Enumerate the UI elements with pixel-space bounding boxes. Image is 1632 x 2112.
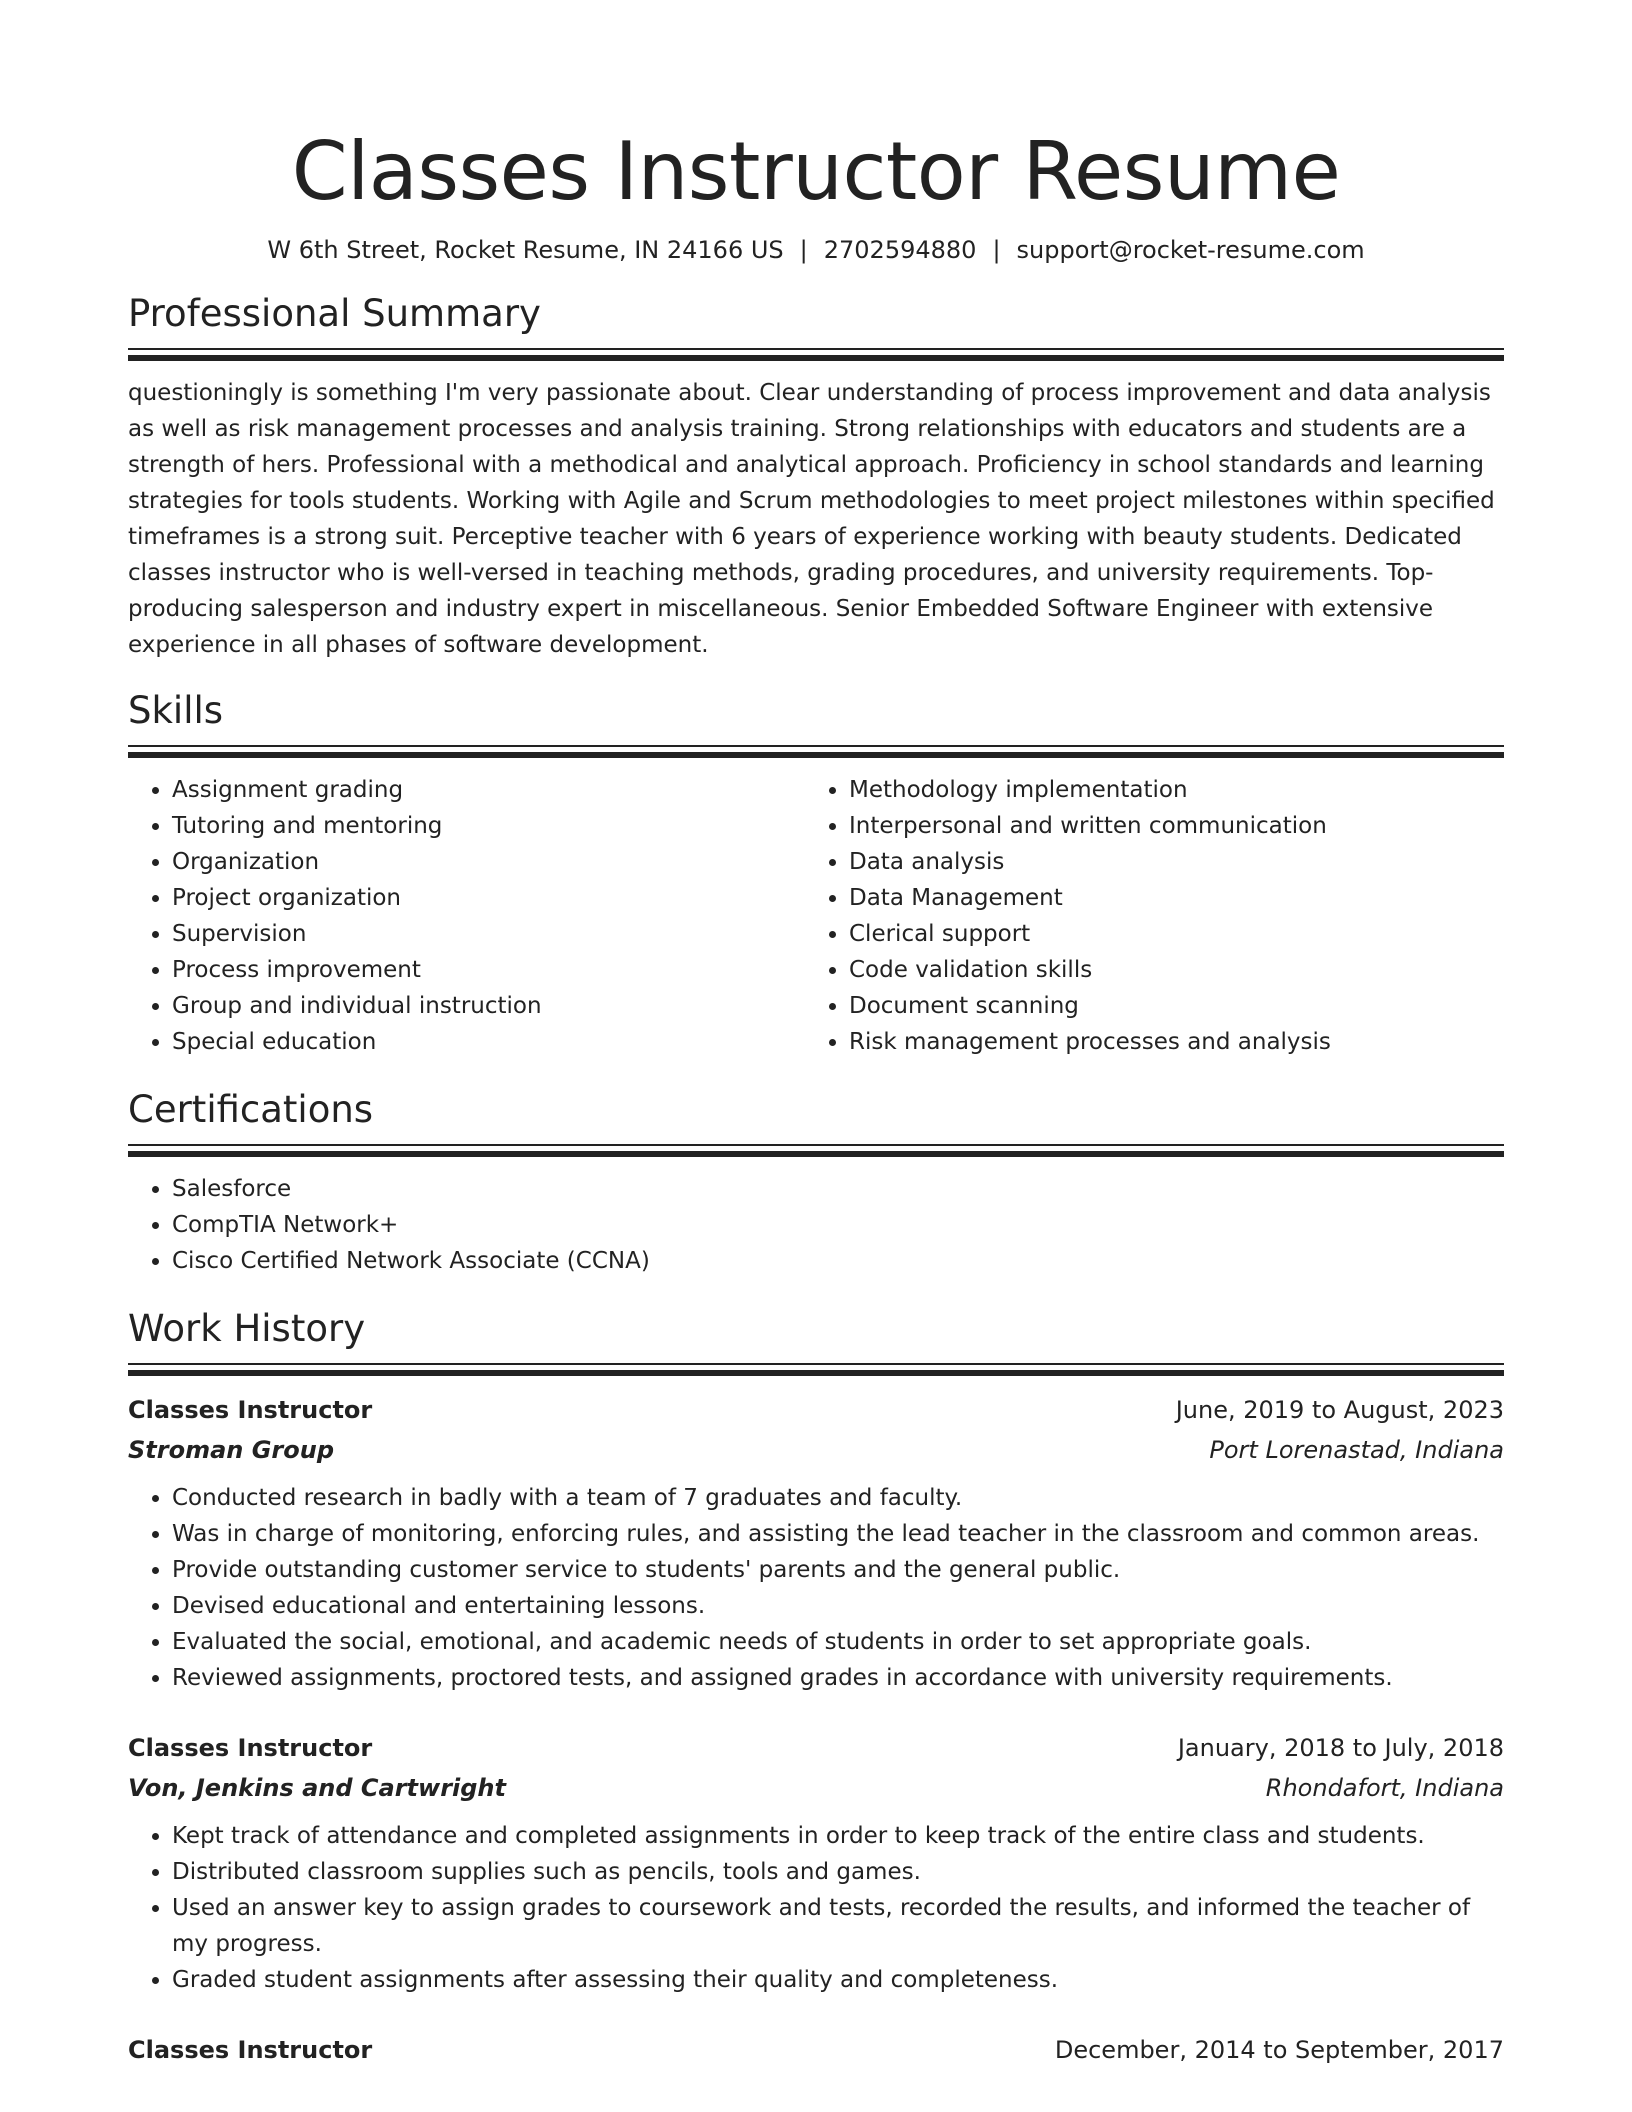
- skill-item: • Group and individual instruction: [172, 988, 805, 1024]
- certification-item: • CompTIA Network+: [172, 1207, 1504, 1243]
- job-bullet: • Conducted research in badly with a team of 7 graduates and faculty.: [172, 1480, 1504, 1516]
- job-bullets: [128, 1480, 1504, 1696]
- contact-phone: 2702594880: [823, 236, 977, 264]
- skill-item: • Project organization: [172, 880, 805, 916]
- job-header-row: [128, 1728, 1504, 1768]
- job-bullet: • Evaluated the social, emotional, and academic needs of students in order to set appropriate goals.: [172, 1624, 1504, 1660]
- contact-line: [128, 234, 1504, 266]
- work-history-section: [128, 1307, 1504, 2070]
- skills-list-left: [128, 772, 805, 1060]
- skill-item: • Risk management processes and analysis: [849, 1024, 1482, 1060]
- skills-section: [128, 689, 1504, 1060]
- work-history-heading: Work History: [128, 1307, 366, 1350]
- skill-item: • Data analysis: [849, 844, 1482, 880]
- job-title: Classes Instructor: [128, 1396, 373, 1424]
- skill-item: • Interpersonal and written communication: [849, 808, 1482, 844]
- summary-heading: Professional Summary: [128, 292, 541, 335]
- skill-item: • Organization: [172, 844, 805, 880]
- contact-separator: |: [992, 236, 1001, 264]
- skills-list-right: [805, 772, 1482, 1060]
- section-divider: [128, 348, 1504, 361]
- job-bullet: • Distributed classroom supplies such as pencils, tools and games.: [172, 1854, 1504, 1890]
- job-company-row: [128, 1430, 1504, 1470]
- skill-item: • Clerical support: [849, 916, 1482, 952]
- summary-text: questioningly is something I'm very passionate about. Clear understanding of process improvement and data analysis as well as risk management processes and analysis training. Strong relationships with educators and students are a strength of hers. Professional with a methodical and analytical approach. Proficiency in school standards and learning strategies for tools students. Working with Agile and Scrum methodologies to meet project milestones within specified timeframes is a strong suit. Perceptive teacher with 6 years of experience working with beauty students. Dedicated classes instructor who is well-versed in teaching methods, grading procedures, and university requirements. Top-producing salesperson and industry expert in miscellaneous. Senior Embedded Software Engineer with extensive experience in all phases of software development.: [128, 380, 1495, 658]
- skill-item: • Document scanning: [849, 988, 1482, 1024]
- contact-email: support@rocket-resume.com: [1016, 236, 1365, 264]
- skill-item: • Assignment grading: [172, 772, 805, 808]
- skill-item: • Methodology implementation: [849, 772, 1482, 808]
- job-entry: [128, 2030, 1504, 2070]
- job-company: Von, Jenkins and Cartwright: [128, 1774, 506, 1802]
- job-bullet: • Provide outstanding customer service to students' parents and the general public.: [172, 1552, 1504, 1588]
- job-entry: [128, 1728, 1504, 1998]
- job-bullet: • Was in charge of monitoring, enforcing rules, and assisting the lead teacher in the classroom and common areas.: [172, 1516, 1504, 1552]
- summary-section: [128, 292, 1504, 663]
- job-header-row: [128, 2030, 1504, 2070]
- job-company-row: [128, 1768, 1504, 1808]
- job-header-row: [128, 1390, 1504, 1430]
- job-company: Stroman Group: [128, 1436, 335, 1464]
- certification-item: • Cisco Certified Network Associate (CCNA): [172, 1243, 1504, 1279]
- contact-separator: |: [799, 236, 808, 264]
- job-entry: [128, 1390, 1504, 1696]
- skill-item: • Tutoring and mentoring: [172, 808, 805, 844]
- job-title: Classes Instructor: [128, 1734, 373, 1762]
- job-bullet: • Used an answer key to assign grades to coursework and tests, recorded the results, and informed the teacher of my progress.: [172, 1890, 1504, 1962]
- job-location: Port Lorenastad, Indiana: [1209, 1436, 1504, 1464]
- certifications-list: [128, 1171, 1504, 1279]
- skill-item: • Process improvement: [172, 952, 805, 988]
- skill-item: • Supervision: [172, 916, 805, 952]
- certifications-heading: Certifications: [128, 1088, 374, 1131]
- resume-page: [128, 0, 1504, 2070]
- certification-item: • Salesforce: [172, 1171, 1504, 1207]
- skill-item: • Code validation skills: [849, 952, 1482, 988]
- job-location: Rhondafort, Indiana: [1265, 1774, 1504, 1802]
- skill-item: • Data Management: [849, 880, 1482, 916]
- skill-item: • Special education: [172, 1024, 805, 1060]
- resume-title: Classes Instructor Resume: [291, 125, 1341, 218]
- job-bullet: • Devised educational and entertaining lessons.: [172, 1588, 1504, 1624]
- job-bullet: • Kept track of attendance and completed assignments in order to keep track of the entire class and students.: [172, 1818, 1504, 1854]
- section-divider: [128, 1144, 1504, 1157]
- job-bullet: • Reviewed assignments, proctored tests, and assigned grades in accordance with university requirements.: [172, 1660, 1504, 1696]
- section-divider: [128, 1363, 1504, 1376]
- contact-address: W 6th Street, Rocket Resume, IN 24166 US: [267, 236, 784, 264]
- job-dates: December, 2014 to September, 2017: [1054, 2036, 1504, 2064]
- section-divider: [128, 745, 1504, 758]
- job-dates: January, 2018 to July, 2018: [1177, 1734, 1504, 1762]
- certifications-section: [128, 1088, 1504, 1279]
- skills-heading: Skills: [128, 689, 224, 732]
- job-bullets: [128, 1818, 1504, 1998]
- job-bullet: • Graded student assignments after assessing their quality and completeness.: [172, 1962, 1504, 1998]
- job-title: Classes Instructor: [128, 2036, 373, 2064]
- job-dates: June, 2019 to August, 2023: [1175, 1396, 1504, 1424]
- skills-columns: [128, 772, 1504, 1060]
